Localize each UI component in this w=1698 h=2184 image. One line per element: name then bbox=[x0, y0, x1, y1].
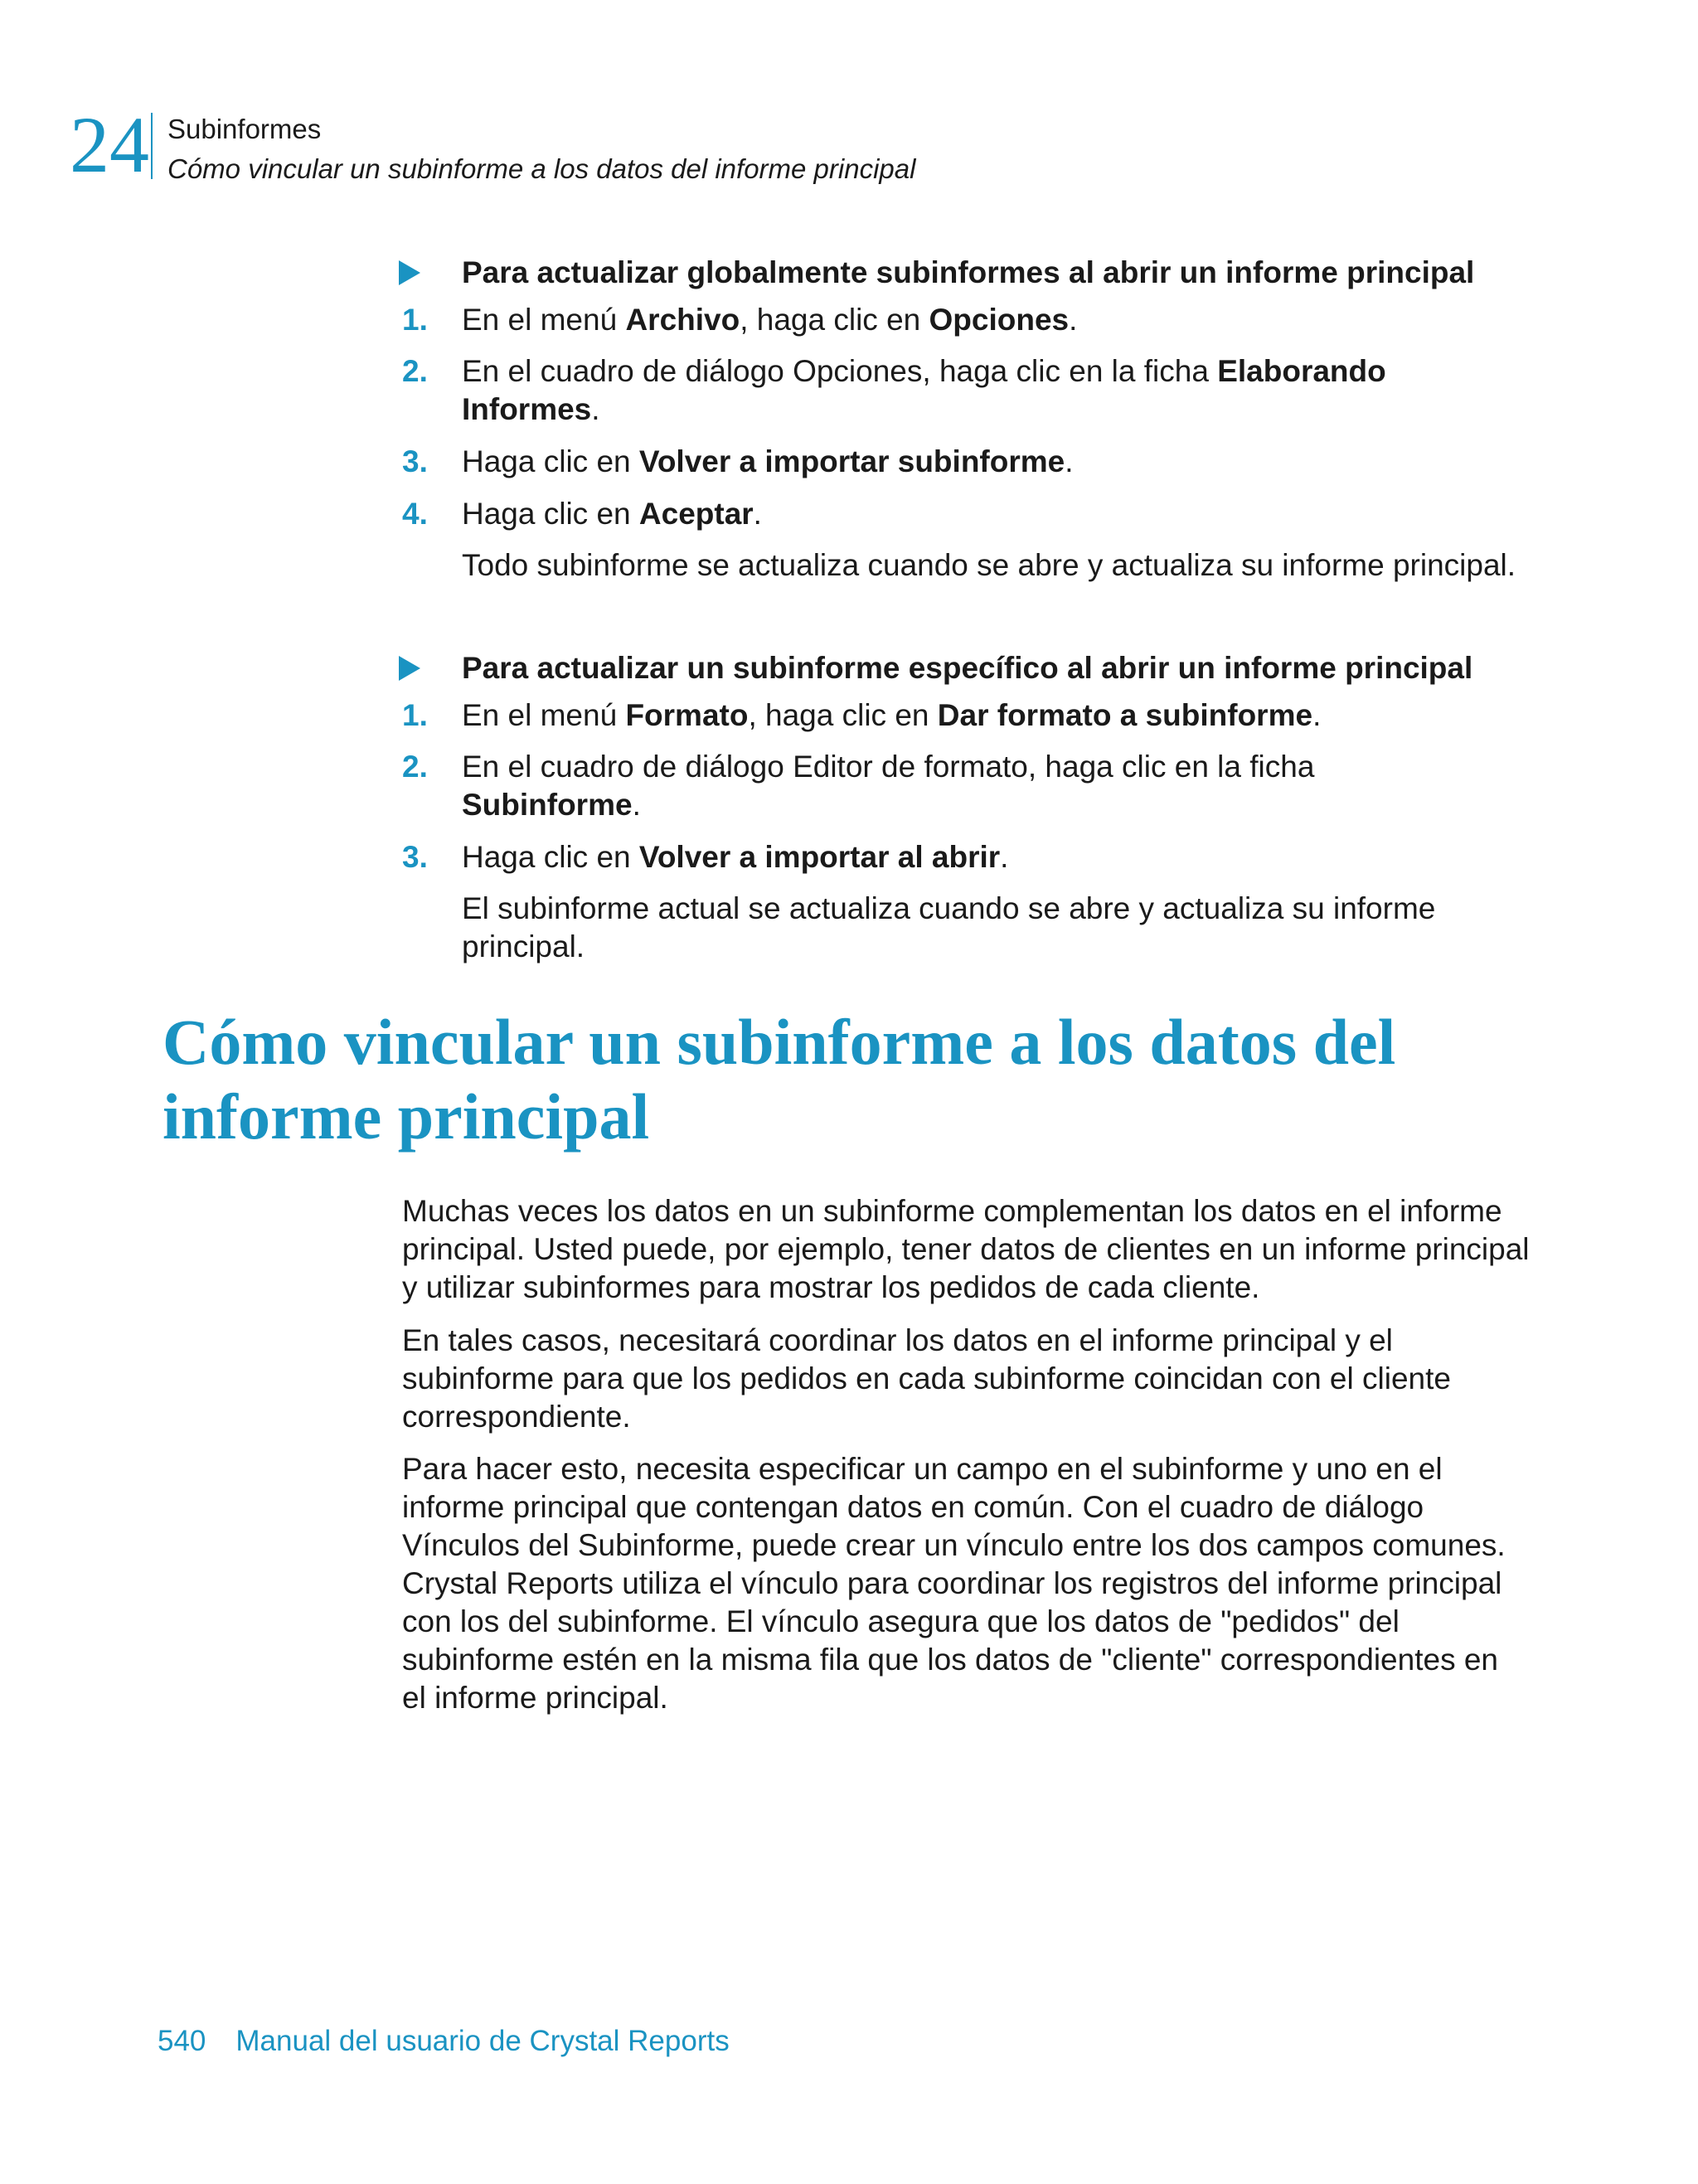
section-paragraph-3: Para hacer esto, necesita especificar un campo en el subinforme y uno en el informe principal que contengan datos en común. Con el cuadro de diálogo Vínculos del Subinforme, puede crear un vínculo entre los dos campos comunes. Crystal Reports utiliza el vínculo para coordinar los registros del informe principal con los del subinforme. El vínculo asegura que los datos de "pedidos" del subinforme estén en la misma fila que los datos de "cliente" correspondientes en el informe principal. bbox=[402, 1452, 1506, 1715]
chapter-number: 24 bbox=[70, 100, 149, 189]
chapter-title: Subinformes bbox=[167, 114, 322, 144]
procedure2-result: El subinforme actual se actualiza cuando se abre y actualiza su informe principal. bbox=[462, 891, 1436, 963]
procedure2-step-2: 2. En el cuadro de diálogo Editor de formato, haga clic en la ficha Subinforme. bbox=[402, 750, 1315, 822]
page-number: 540 bbox=[158, 2025, 206, 2057]
menu-formato: Formato bbox=[625, 698, 749, 732]
header-divider bbox=[151, 113, 153, 179]
option-volver-importar-subinforme: Volver a importar subinforme bbox=[638, 444, 1065, 478]
tab-elaborando-informes: Elaborando Informes bbox=[462, 354, 1386, 426]
procedure1-step-2: 2. En el cuadro de diálogo Opciones, haga clic en la ficha Elaborando Informes. bbox=[402, 354, 1386, 426]
triangle-bullet-icon bbox=[399, 260, 420, 285]
procedure2-step-3: 3. Haga clic en Volver a importar al abrir. bbox=[402, 840, 1009, 874]
page-footer bbox=[158, 2023, 730, 2060]
section-paragraph-2: En tales casos, necesitará coordinar los datos en el informe principal y el subinforme para que los pedidos en cada subinforme coincidan con el cliente correspondiente. bbox=[402, 1323, 1451, 1434]
procedure2-step-1: 1. En el menú Formato, haga clic en Dar formato a subinforme. bbox=[402, 698, 1322, 732]
option-volver-importar-al-abrir: Volver a importar al abrir bbox=[638, 840, 1001, 874]
procedure1-step-4: 4. Haga clic en Aceptar. bbox=[402, 497, 762, 531]
procedure1-step-1: 1. En el menú Archivo, haga clic en Opciones. bbox=[402, 303, 1078, 337]
procedure1-result: Todo subinforme se actualiza cuando se abre y actualiza su informe principal. bbox=[462, 548, 1516, 582]
menu-archivo: Archivo bbox=[625, 303, 740, 337]
tab-subinforme: Subinforme bbox=[462, 788, 633, 822]
procedure1-step-3: 3. Haga clic en Volver a importar subinforme. bbox=[402, 444, 1074, 478]
section-heading: Cómo vincular un subinforme a los datos del informe principal bbox=[163, 1006, 1396, 1153]
menu-item-dar-formato-subinforme: Dar formato a subinforme bbox=[937, 698, 1313, 732]
button-aceptar: Aceptar bbox=[638, 497, 754, 531]
triangle-bullet-icon bbox=[399, 656, 420, 681]
section-subtitle: Cómo vincular un subinforme a los datos del informe principal bbox=[167, 153, 916, 184]
procedure-heading-global: Para actualizar globalmente subinformes al abrir un informe principal bbox=[402, 254, 1474, 292]
section-paragraph-1: Muchas veces los datos en un subinforme complementan los datos en el informe principal. Usted puede, por ejemplo, tener datos de clientes en un informe principal y utilizar subinformes para mostrar los pedidos de cada cliente. bbox=[402, 1194, 1530, 1304]
menu-item-opciones: Opciones bbox=[929, 303, 1070, 337]
book-title: Manual del usuario de Crystal Reports bbox=[235, 2025, 730, 2057]
procedure-heading-specific: Para actualizar un subinforme específico al abrir un informe principal bbox=[402, 649, 1472, 687]
